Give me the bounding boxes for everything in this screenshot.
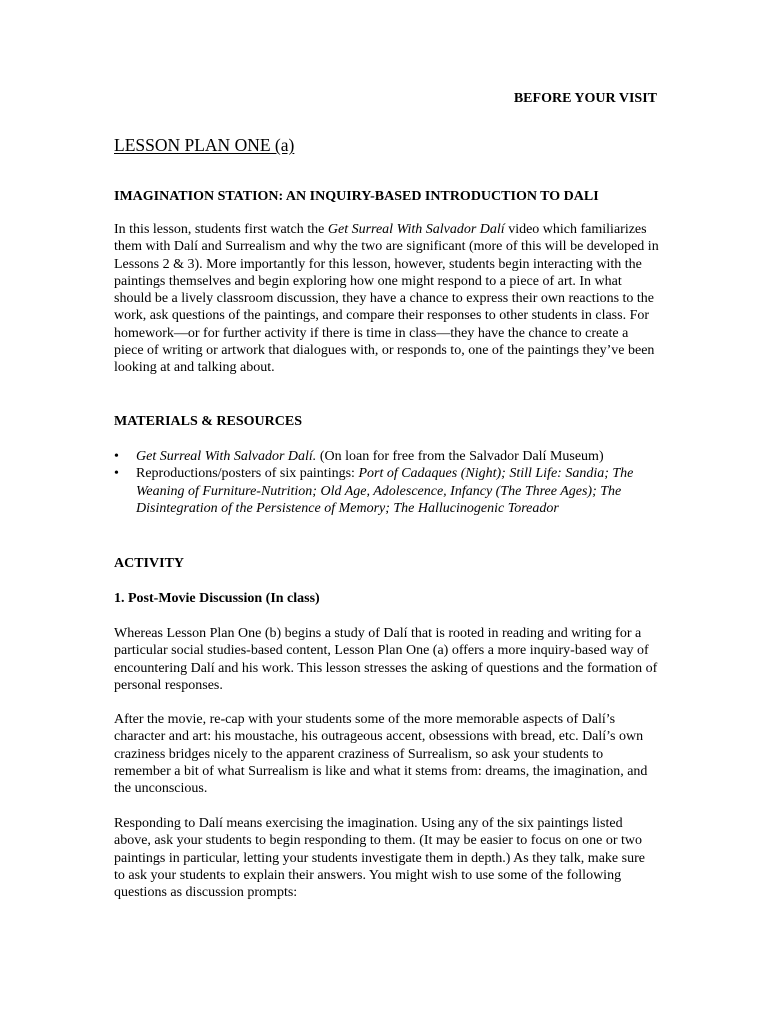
list-item [114, 465, 659, 517]
activity-paragraph-1: Whereas Lesson Plan One (b) begins a study of Dalí that is rooted in reading and writing for a particular social studies-based content, Lesson Plan One (a) offers a more inquiry-based way of encountering Dalí and his work. This lesson stresses the asking of questions and the formation of personal responses. [114, 626, 658, 693]
bullet-icon: • [114, 466, 119, 482]
bullet-icon: • [114, 449, 119, 464]
materials-list [114, 448, 659, 517]
material-video-note: (On loan for free from the Salvador Dalí Museum) [316, 449, 604, 464]
activity-heading: ACTIVITY [114, 556, 185, 571]
material-painting-titles: Port of Cadaques (Night); Still Life: Sandia; The Weaning of Furniture-Nutrition; Old Age, Adolescence, Infancy (The Three Ages); The Disintegration of the Persistence of Memory; The Hallucinogenic Toreador [136, 466, 634, 516]
intro-text-rest: video which familiarizes them with Dalí and Surrealism and why the two are significant (more of this will be developed in Lessons 2 & 3). More importantly for this lesson, however, students begin interacting with the paintings themselves and begin exploring how one might respond to a piece of art. In what should be a lively classroom discussion, they have a chance to express their own reactions to the work, ask questions of the paintings, and compare their responses to other students in class. For homework—or for further activity if there is time in class—they have the chance to create a piece of writing or artwork that dialogues with, or responds to, one of the paintings they’ve been looking at and talking about. [114, 222, 659, 376]
step-1-heading: 1. Post-Movie Discussion (In class) [114, 591, 320, 606]
list-item [114, 448, 659, 465]
video-title: Get Surreal With Salvador Dalí [327, 222, 505, 237]
activity-paragraph-3: Responding to Dalí means exercising the imagination. Using any of the six paintings listed above, ask your students to begin responding to them. (It may be easier to focus on one or two paintings in particular, letting your students investigate them in depth.) As they talk, make sure to ask your students to explain their answers. You might wish to use some of the following questions as discussion prompts: [114, 816, 645, 901]
material-video-title: Get Surreal With Salvador Dalí. [136, 449, 317, 464]
activity-paragraph-2: After the movie, re-cap with your students some of the more memorable aspects of Dalí’s character and art: his moustache, his outrageous accent, obsessions with bread, etc. Dalí’s own craziness bridges nicely to the apparent craziness of Surrealism, so ask your students to remember a bit of what Surrealism is like and what it stems from: dreams, the imagination, and the unconscious. [114, 712, 648, 797]
intro-text-start: In this lesson, students first watch the [114, 222, 328, 237]
document-page [114, 0, 659, 1024]
material-reproductions-lead: Reproductions/posters of six paintings: [136, 466, 359, 482]
lesson-title: LESSON PLAN ONE (a) [114, 135, 295, 155]
intro-paragraph [114, 221, 659, 377]
lesson-subtitle: IMAGINATION STATION: AN INQUIRY-BASED INTRODUCTION TO DALI [114, 189, 599, 204]
materials-heading: MATERIALS & RESOURCES [114, 414, 302, 429]
running-head: BEFORE YOUR VISIT [513, 91, 657, 106]
